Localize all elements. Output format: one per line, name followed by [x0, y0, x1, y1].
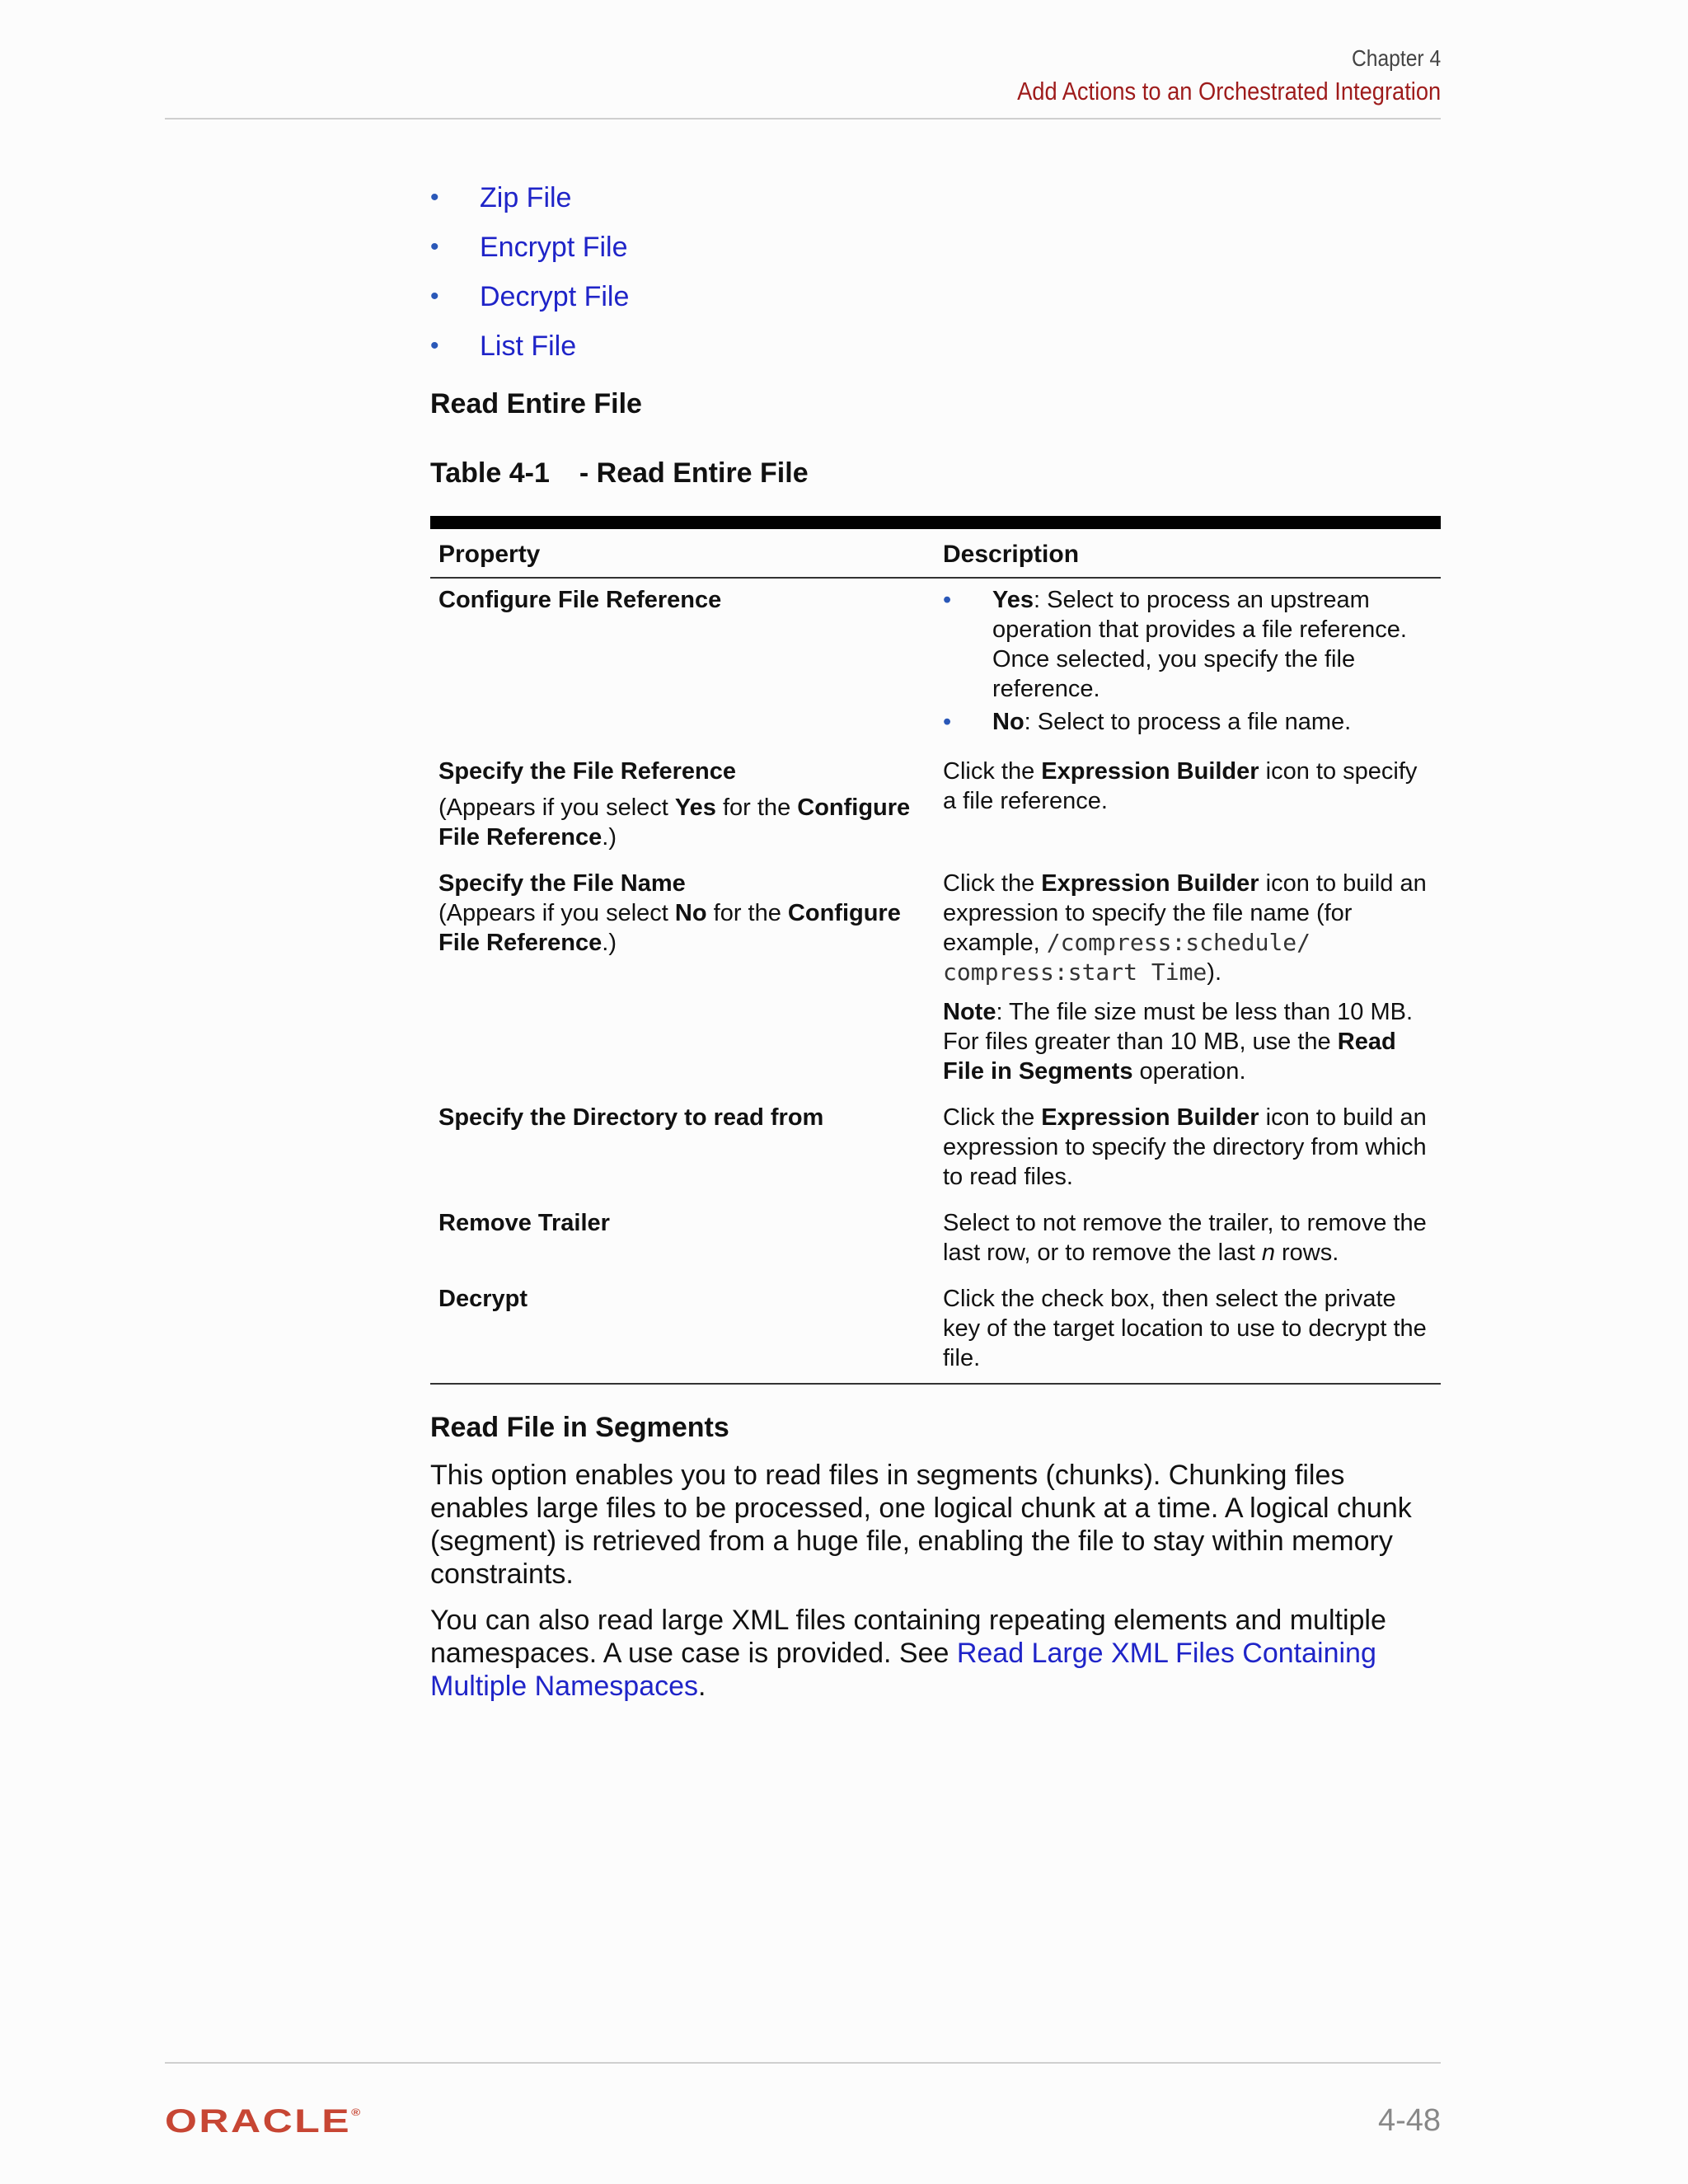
link-list-file[interactable]: List File [480, 330, 577, 362]
bullet-icon: • [943, 709, 952, 735]
property-cell: Specify the Directory to read from [438, 1104, 824, 1131]
table-caption [430, 455, 1441, 491]
oracle-logo: ORACLE® [165, 2103, 361, 2139]
table-row [430, 862, 1441, 1096]
bullet-icon: • [430, 332, 439, 359]
option-yes: Yes [992, 587, 1034, 613]
property-name: Specify the File Name [438, 870, 686, 897]
bullet-icon: • [430, 283, 439, 310]
option-no-text: : Select to process a file name. [1024, 709, 1352, 735]
chapter-label: Chapter 4 [1351, 45, 1441, 71]
description-cell: Click the check box, then select the private key of the target location to use to decrypt the file. [935, 1277, 1441, 1384]
note-text: Note: The file size must be less than 10 MB. For files greater than 10 MB, use the Read File in Segments operation. [943, 999, 1414, 1085]
link-encrypt-file[interactable]: Encrypt File [480, 232, 628, 263]
description-cell: Select to not remove the trailer, to remove the last row, or to remove the last n rows. [943, 1210, 1427, 1266]
property-table [430, 529, 1441, 1385]
table-header-row [430, 529, 1441, 578]
paragraph-segments-intro: This option enables you to read files in segments (chunks). Chunking files enables large files to be processed, one logical chunk at a time. A logical chunk (segment) is retrieved from a huge file, enabling the file to stay within memory constraints. [430, 1460, 1412, 1590]
section-heading-read-file-in-segments: Read File in Segments [430, 1412, 729, 1443]
property-condition: (Appears if you select Yes for the Configure File Reference.) [438, 794, 911, 851]
header-divider [165, 118, 1441, 120]
description-cell [935, 862, 1441, 1096]
list-item [430, 321, 1441, 371]
main-content [430, 173, 1441, 1703]
list-item [943, 585, 1432, 704]
description-cell [935, 578, 1441, 750]
chapter-title: Add Actions to an Orchestrated Integration [1016, 77, 1441, 105]
property-condition: (Appears if you select No for the Configure File Reference.) [438, 900, 901, 956]
link-read-large-xml-files[interactable]: Read Large XML Files Containing Multiple Namespaces [430, 1638, 1376, 1702]
page-number: 4-48 [1377, 2103, 1441, 2138]
list-item [943, 707, 1432, 737]
option-no: No [992, 709, 1025, 735]
table-row [430, 1202, 1441, 1277]
description-cell: Click the Expression Builder icon to build an expression to specify the directory from which to read files. [943, 1104, 1427, 1190]
table-row [430, 1096, 1441, 1202]
list-item [430, 173, 1441, 223]
description-cell: Click the Expression Builder icon to specify a file reference. [943, 758, 1418, 814]
column-header-description: Description [935, 529, 1441, 578]
bullet-icon: • [430, 184, 439, 211]
bullet-icon: • [943, 587, 952, 613]
link-decrypt-file[interactable]: Decrypt File [480, 281, 630, 312]
link-zip-file[interactable]: Zip File [480, 182, 572, 213]
table-row [430, 1277, 1441, 1384]
table-row [430, 578, 1441, 750]
table-number: Table 4-1 [430, 457, 550, 489]
list-item [430, 223, 1441, 272]
paragraph-xml-files: You can also read large XML files containing repeating elements and multiple namespaces. A use case is provided. See Read Large XML Files Containing Multiple Namespaces. [430, 1605, 1386, 1702]
property-cell: Configure File Reference [438, 587, 722, 613]
list-item [430, 272, 1441, 321]
section-heading-read-entire-file: Read Entire File [430, 388, 642, 419]
property-cell: Decrypt [430, 1277, 935, 1384]
property-name: Specify the File Reference [438, 758, 737, 785]
column-header-property: Property [430, 529, 935, 578]
property-cell: Remove Trailer [438, 1210, 610, 1236]
related-links-list [430, 173, 1441, 371]
property-cell [430, 750, 935, 862]
page-header [959, 43, 1441, 109]
table-title: - Read Entire File [579, 457, 809, 489]
table-row [430, 750, 1441, 862]
bullet-icon: • [430, 233, 439, 260]
table-top-bar [430, 516, 1441, 529]
description-text: Click the Expression Builder icon to build an expression to specify the file name (for example, /compress:schedule/ compress:start Time). [943, 870, 1427, 986]
option-yes-text: : Select to process an upstream operation that provides a file reference. Once selected, you specify the file reference. [992, 587, 1407, 702]
code-example: /compress:schedule/ compress:start Time [943, 929, 1311, 986]
property-table-wrapper [430, 516, 1441, 1385]
footer-divider [165, 2062, 1441, 2064]
property-cell [430, 862, 935, 1096]
